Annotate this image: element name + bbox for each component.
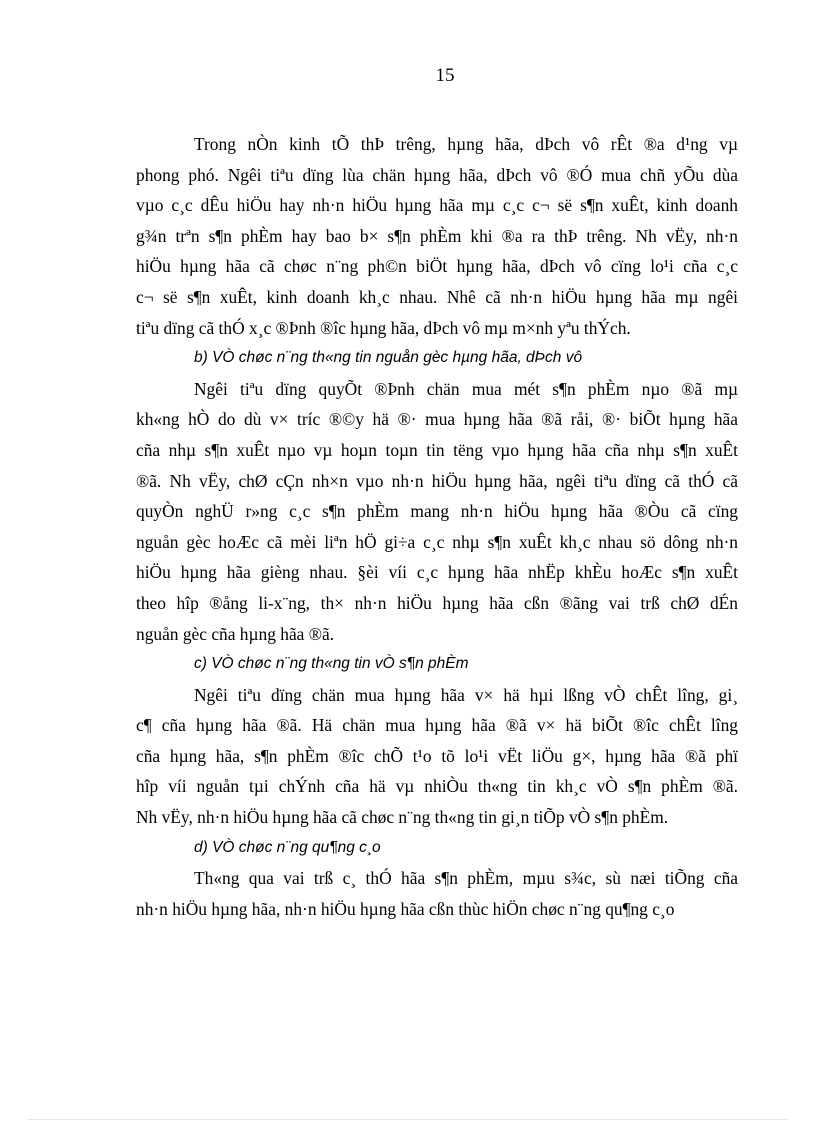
- paragraph-line: tiªu dïng cã thÓ x¸c ®Þnh ®îc hµng hãa, dÞch vô mµ m×nh yªu thÝch.: [136, 317, 631, 338]
- paragraph-line: cña hµng hãa, s¶n phÈm ®îc chÕ t¹o tõ lo¹i vËt liÖu g×, hµng hãa ®ã phï: [136, 745, 738, 766]
- page-number: 15: [435, 65, 455, 86]
- paragraph-line: Ngêi tiªu dïng quyÕt ®Þnh chän mua mét s¶n phÈm nµo ®ã mµ: [194, 378, 738, 399]
- paragraph-line: cña nhµ s¶n xuÊt nµo vµ hoµn toµn tin tëng vµo hµng hãa cña nhµ s¶n xuÊt: [136, 439, 738, 460]
- paragraph-line: phong phó. Ngêi tiªu dïng lùa chän hµng hãa, dÞch vô ®Ó mua chñ yÕu dùa: [136, 164, 738, 185]
- paragraph: [136, 129, 738, 343]
- paragraph-line: c¶ cña hµng hãa ®ã. Hä chän mua hµng hãa ®ã v× hä biÕt ®îc chÊt lîng: [136, 715, 738, 736]
- paragraph: [136, 680, 738, 833]
- paragraph: [136, 374, 738, 649]
- paragraph-line: kh«ng hÒ do dù v× tríc ®©y hä ®· mua hµng hãa ®ã råi, ®· biÕt hµng hãa: [136, 409, 738, 430]
- paragraph-line: Nh vËy, nh·n hiÖu hµng hãa cã chøc n¨ng th«ng tin gi¸n tiÕp vÒ s¶n phÈm.: [136, 807, 669, 828]
- paragraph-line: theo hîp ®ång li-x¨ng, th× nh·n hiÖu hµng hãa cßn ®ãng vai trß chØ dÉn: [136, 592, 738, 613]
- page-bottom-divider: [28, 1119, 788, 1120]
- paragraph-line: hiÖu hµng hãa cã chøc n¨ng ph©n biÖt hµng hãa, dÞch vô cïng lo¹i cña c¸c: [136, 256, 738, 277]
- paragraph-line: Ngêi tiªu dïng chän mua hµng hãa v× hä hµi lßng vÒ chÊt lîng, gi¸: [194, 684, 738, 705]
- paragraph-line: Th«ng qua vai trß c¸ thÓ hãa s¶n phÈm, mµu s¾c, sù næi tiÕng cña: [194, 868, 738, 889]
- paragraph-line: hiÖu hµng hãa gièng nhau. §èi víi c¸c hµng hãa nhËp khÈu hoÆc s¶n xuÊt: [136, 562, 738, 583]
- paragraph-line: nguån gèc hoÆc cã mèi liªn hÖ gi÷a c¸c nhµ s¶n xuÊt kh¸c nhau sö dông nh·n: [136, 531, 738, 552]
- section-heading: d) VÒ chøc n¨ng qu¶ng c¸o: [194, 838, 381, 856]
- paragraph-line: nguån gèc cña hµng hãa ®ã.: [136, 623, 335, 644]
- paragraph: [136, 863, 738, 924]
- section-heading: b) VÒ chøc n¨ng th«ng tin nguån gèc hµng hãa, dÞch vô: [194, 349, 583, 367]
- paragraph-line: quyÒn nghÜ r»ng c¸c s¶n phÈm mang nh·n hiÖu hµng hãa ®Òu cã cïng: [136, 501, 738, 522]
- paragraph-line: ®ã. Nh vËy, chØ cÇn nh×n vµo nh·n hiÖu hµng hãa, ngêi tiªu dïng cã thÓ cã: [136, 470, 738, 491]
- section-heading: c) VÒ chøc n¨ng th«ng tin vÒ s¶n phÈm: [194, 655, 469, 673]
- paragraph-line: hîp víi nguån tµi chÝnh cña hä vµ nhiÒu th«ng tin kh¸c vÒ s¶n phÈm ®ã.: [136, 776, 738, 797]
- document-body: [136, 129, 738, 924]
- paragraph-line: vµo c¸c dÊu hiÖu hay nh·n hiÖu hµng hãa mµ c¸c c¬ së s¶n xuÊt, kinh doanh: [136, 195, 738, 216]
- paragraph-line: Trong nÒn kinh tÕ thÞ trêng, hµng hãa, dÞch vô rÊt ®a d¹ng vµ: [194, 134, 738, 154]
- paragraph-line: g¾n trªn s¶n phÈm hay bao b× s¶n phÈm khi ®a ra thÞ trêng. Nh vËy, nh·n: [136, 225, 738, 246]
- paragraph-line: nh·n hiÖu hµng hãa, nh·n hiÖu hµng hãa cßn thùc hiÖn chøc n¨ng qu¶ng c¸o: [136, 898, 675, 919]
- paragraph-line: c¬ së s¶n xuÊt, kinh doanh kh¸c nhau. Nhê cã nh·n hiÖu hµng hãa mµ ngêi: [136, 286, 738, 307]
